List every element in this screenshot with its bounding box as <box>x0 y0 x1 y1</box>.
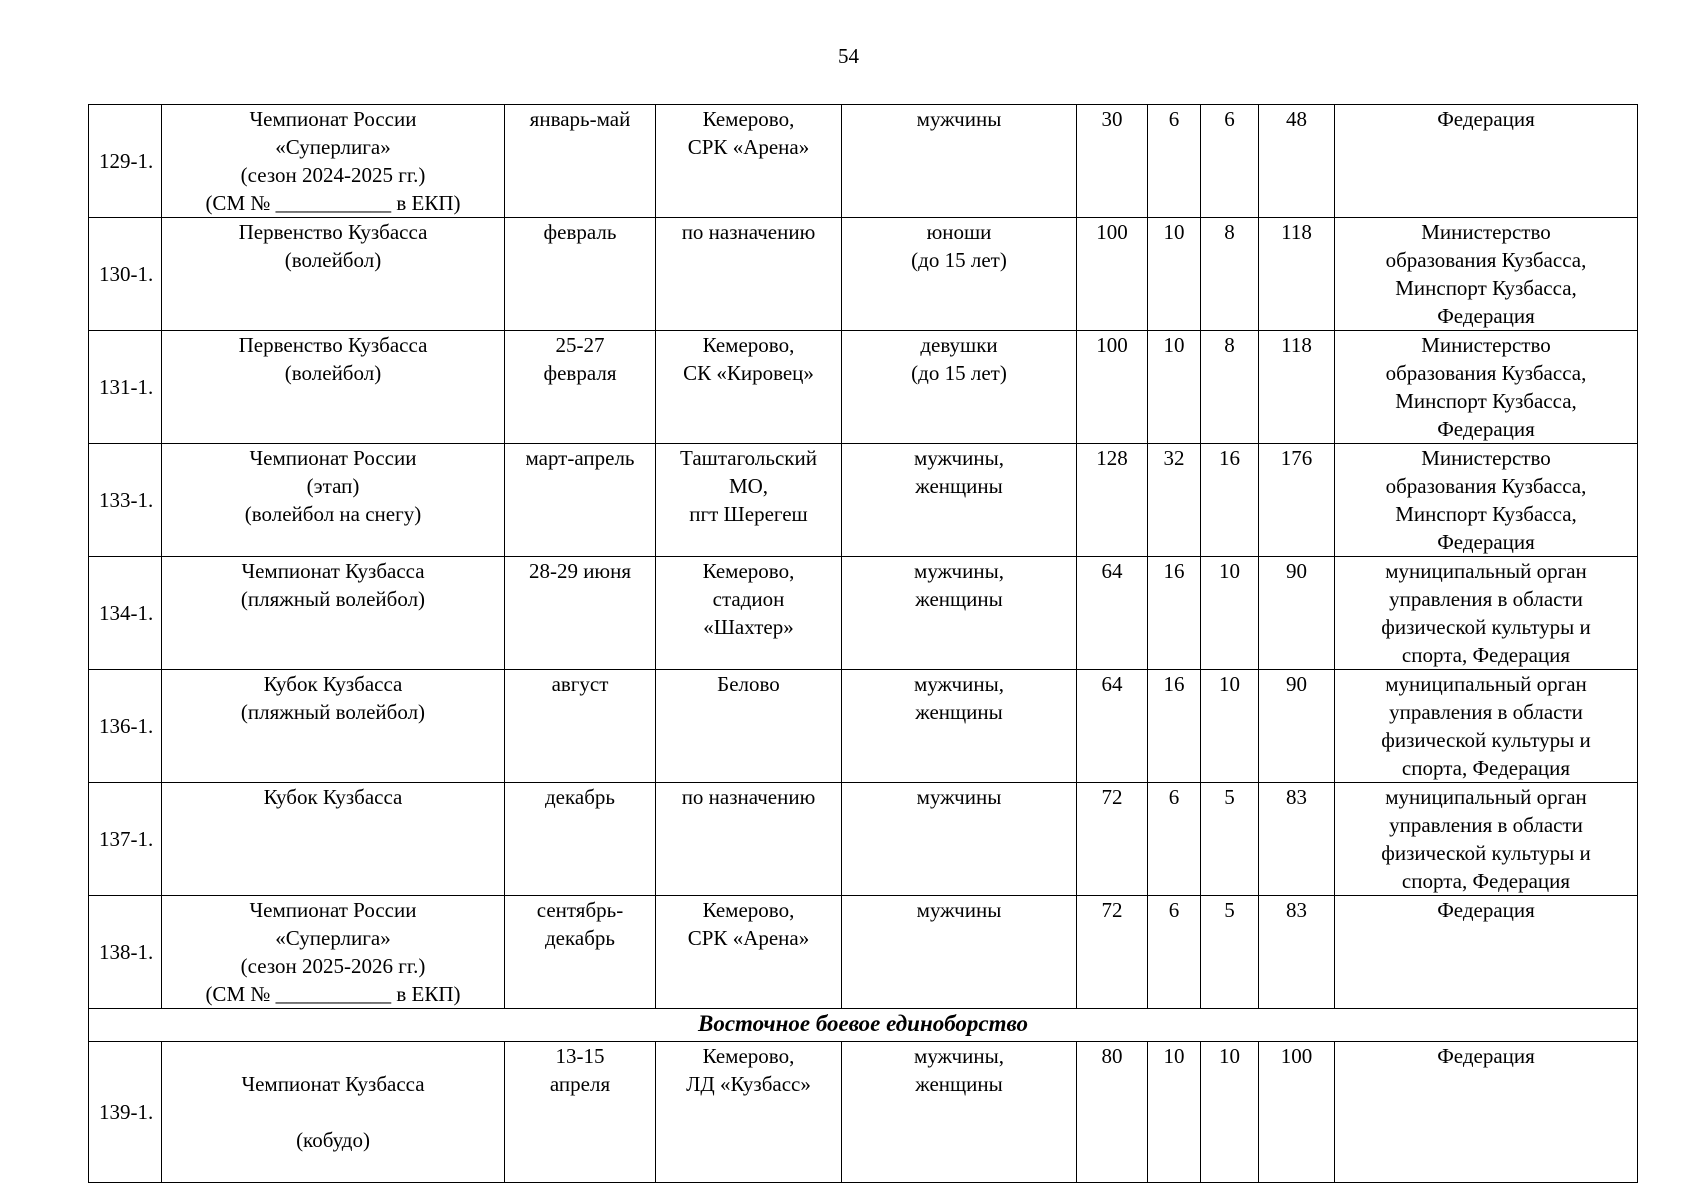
event-name-line: (этап) <box>306 474 360 498</box>
count-1: 80 <box>1077 1042 1148 1183</box>
count-2: 6 <box>1148 896 1201 1009</box>
event-organizer: муниципальный орган управления в области физической культуры и спорта, Федерация <box>1335 557 1638 670</box>
table-row <box>89 331 1638 444</box>
count-total: 118 <box>1259 218 1335 331</box>
count-1: 100 <box>1077 331 1148 444</box>
count-1: 30 <box>1077 105 1148 218</box>
event-organizer: Министерство образования Кузбасса, Минспорт Кузбасса, Федерация <box>1335 444 1638 557</box>
event-name <box>162 896 505 1009</box>
event-dates: декабрь <box>505 783 656 896</box>
count-2: 10 <box>1148 331 1201 444</box>
event-name-line: «Суперлига» <box>275 135 391 159</box>
table-row <box>89 218 1638 331</box>
event-participants: мужчины, женщины <box>842 444 1077 557</box>
count-3: 6 <box>1201 105 1259 218</box>
event-name-line: Кубок Кузбасса <box>263 672 403 696</box>
event-participants: юноши (до 15 лет) <box>842 218 1077 331</box>
event-name <box>162 670 505 783</box>
count-2: 16 <box>1148 557 1201 670</box>
event-name-line: (кобудо) <box>296 1128 370 1152</box>
event-organizer: Федерация <box>1335 105 1638 218</box>
event-name-line: (волейбол на снегу) <box>244 502 422 526</box>
count-2: 10 <box>1148 1042 1201 1183</box>
event-name-line: Чемпионат Кузбасса <box>241 1072 425 1096</box>
event-place: по назначению <box>656 783 842 896</box>
event-organizer: Министерство образования Кузбасса, Минспорт Кузбасса, Федерация <box>1335 218 1638 331</box>
count-total: 118 <box>1259 331 1335 444</box>
event-participants: девушки (до 15 лет) <box>842 331 1077 444</box>
event-name <box>162 557 505 670</box>
event-place: Кемерово, СРК «Арена» <box>656 105 842 218</box>
section-row <box>89 1009 1638 1042</box>
count-1: 100 <box>1077 218 1148 331</box>
table-row <box>89 1042 1638 1183</box>
row-number: 133-1. <box>89 444 162 557</box>
table-row <box>89 105 1638 218</box>
event-name <box>162 218 505 331</box>
event-participants: мужчины <box>842 896 1077 1009</box>
event-dates: 25-27 февраля <box>505 331 656 444</box>
event-participants: мужчины <box>842 783 1077 896</box>
event-name-line: Чемпионат России <box>249 107 417 131</box>
event-name <box>162 1042 505 1183</box>
row-number: 136-1. <box>89 670 162 783</box>
event-place: Белово <box>656 670 842 783</box>
event-participants: мужчины <box>842 105 1077 218</box>
count-total: 48 <box>1259 105 1335 218</box>
event-place: Кемерово, СК «Кировец» <box>656 331 842 444</box>
row-number: 134-1. <box>89 557 162 670</box>
table-row <box>89 896 1638 1009</box>
count-total: 83 <box>1259 896 1335 1009</box>
count-3: 16 <box>1201 444 1259 557</box>
event-organizer: муниципальный орган управления в области физической культуры и спорта, Федерация <box>1335 783 1638 896</box>
event-name <box>162 331 505 444</box>
count-1: 72 <box>1077 783 1148 896</box>
event-dates: март-апрель <box>505 444 656 557</box>
count-2: 32 <box>1148 444 1201 557</box>
event-dates: февраль <box>505 218 656 331</box>
event-name-line: (волейбол) <box>284 361 382 385</box>
count-total: 83 <box>1259 783 1335 896</box>
page-number: 54 <box>838 44 859 68</box>
row-number: 138-1. <box>89 896 162 1009</box>
event-name-line: Чемпионат России <box>249 898 417 922</box>
table-row <box>89 557 1638 670</box>
count-1: 72 <box>1077 896 1148 1009</box>
section-title: Восточное боевое единоборство <box>89 1009 1638 1042</box>
count-total: 90 <box>1259 670 1335 783</box>
event-dates: 13-15 апреля <box>505 1042 656 1183</box>
event-dates: 28-29 июня <box>505 557 656 670</box>
event-dates: август <box>505 670 656 783</box>
row-number: 137-1. <box>89 783 162 896</box>
event-name-line: Первенство Кузбасса <box>238 333 428 357</box>
event-place: Кемерово, СРК «Арена» <box>656 896 842 1009</box>
event-name-line: Кубок Кузбасса <box>263 785 403 809</box>
count-3: 5 <box>1201 896 1259 1009</box>
event-name-line: «Суперлига» <box>275 926 391 950</box>
row-number: 130-1. <box>89 218 162 331</box>
row-number: 139-1. <box>89 1042 162 1183</box>
event-place: Кемерово, ЛД «Кузбасс» <box>656 1042 842 1183</box>
count-3: 10 <box>1201 557 1259 670</box>
count-1: 64 <box>1077 670 1148 783</box>
event-name <box>162 444 505 557</box>
count-total: 176 <box>1259 444 1335 557</box>
event-place: Кемерово, стадион «Шахтер» <box>656 557 842 670</box>
count-3: 8 <box>1201 331 1259 444</box>
count-2: 6 <box>1148 783 1201 896</box>
event-organizer: Федерация <box>1335 1042 1638 1183</box>
event-participants: мужчины, женщины <box>842 1042 1077 1183</box>
event-name <box>162 783 505 896</box>
count-2: 6 <box>1148 105 1201 218</box>
event-name-line: (пляжный волейбол) <box>240 587 426 611</box>
event-participants: мужчины, женщины <box>842 670 1077 783</box>
count-2: 10 <box>1148 218 1201 331</box>
event-participants: мужчины, женщины <box>842 557 1077 670</box>
count-total: 90 <box>1259 557 1335 670</box>
event-name-line: (сезон 2024-2025 гг.) <box>240 163 426 187</box>
table-row <box>89 444 1638 557</box>
row-number: 131-1. <box>89 331 162 444</box>
event-name-line: (волейбол) <box>284 248 382 272</box>
event-organizer: муниципальный орган управления в области физической культуры и спорта, Федерация <box>1335 670 1638 783</box>
count-total: 100 <box>1259 1042 1335 1183</box>
event-place: Таштагольский МО, пгт Шерегеш <box>656 444 842 557</box>
count-1: 64 <box>1077 557 1148 670</box>
event-name-line: (пляжный волейбол) <box>240 700 426 724</box>
count-3: 8 <box>1201 218 1259 331</box>
count-3: 10 <box>1201 670 1259 783</box>
event-name-line: Чемпионат Кузбасса <box>241 559 425 583</box>
event-dates: январь-май <box>505 105 656 218</box>
count-3: 5 <box>1201 783 1259 896</box>
event-place: по назначению <box>656 218 842 331</box>
event-name-line: (СМ № ___________ в ЕКП) <box>205 982 461 1006</box>
count-2: 16 <box>1148 670 1201 783</box>
table-row <box>89 783 1638 896</box>
event-name-line: (СМ № ___________ в ЕКП) <box>205 191 461 215</box>
events-table <box>88 104 1638 1183</box>
row-number: 129-1. <box>89 105 162 218</box>
table-row <box>89 670 1638 783</box>
event-organizer: Министерство образования Кузбасса, Минспорт Кузбасса, Федерация <box>1335 331 1638 444</box>
event-name-line: Чемпионат России <box>249 446 417 470</box>
event-name-line: Первенство Кузбасса <box>238 220 428 244</box>
event-name-line: (сезон 2025-2026 гг.) <box>240 954 426 978</box>
event-name <box>162 105 505 218</box>
count-3: 10 <box>1201 1042 1259 1183</box>
count-1: 128 <box>1077 444 1148 557</box>
event-organizer: Федерация <box>1335 896 1638 1009</box>
event-dates: сентябрь- декабрь <box>505 896 656 1009</box>
